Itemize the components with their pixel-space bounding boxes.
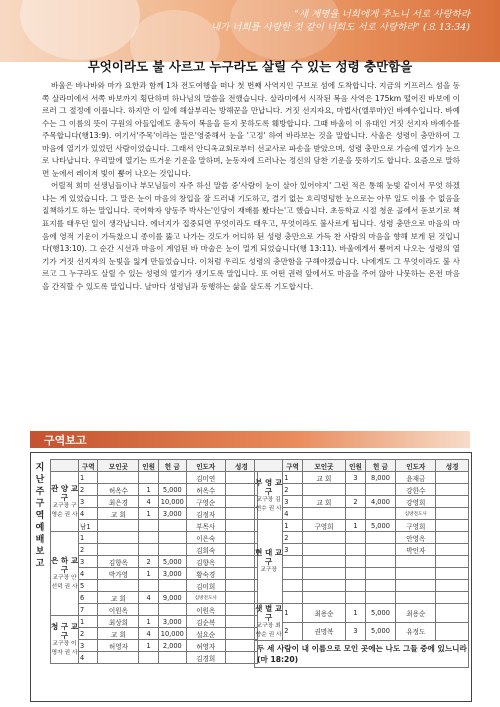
table-row: [255, 484, 469, 496]
table-row: [51, 544, 258, 556]
table-cell: [396, 568, 436, 580]
table-cell: [436, 508, 469, 520]
table-row: [255, 544, 469, 556]
district-leader: 교구장: [260, 567, 278, 573]
table-cell: [225, 484, 257, 496]
table-cell: 3: [283, 544, 303, 556]
table-cell: [436, 622, 469, 641]
table-cell: [225, 580, 257, 592]
table-cell: [365, 556, 395, 568]
header-cell: 인원: [139, 460, 158, 472]
table-cell: [225, 532, 257, 544]
header-banner: [0, 0, 500, 62]
table-cell: 4: [79, 652, 98, 664]
table-cell: [139, 472, 158, 484]
table-cell: [225, 628, 257, 640]
table-cell: [436, 556, 469, 568]
table-cell: [302, 532, 345, 544]
table-cell: [158, 532, 186, 544]
district-leader: 교구장 최향순 권 사: [255, 623, 282, 638]
paragraph: 어릴적 희미 선생님들이나 부모님들이 자주 하신 말씀 중'사람이 눈이 살아 있어야지' 그런 적은 통해 눈빛 같이서 무엇 하겠냐는 게 있었습니다. 그 말은 눈이 마음의 창입을 잘 드러내 기도하고, 결기 없는 흐리멍텅한 눈으로는 아무 일도 이룰 수 없음을 질책하기도 하는 말입니다. 국어학자 양동주 박사는'인당이 재배를 봤다는'고 했습니다. 초등학교 시절 청운 골에서 돋보기로 책 표지를 태우던 일이 생각납니다. 에너지가 집중되면 무엇이라도 태우고, 무엇이라도 불사르게 됩니다. 성령 충만으로 마음의 마음에 영적 기운이 가득찼으니 종이를 뚫고 나가는 것도가 어디하 된 성령 충만으로 가득 찬 사람의 마음을 향해 보게 된 것입니다(행13:10). 그 순간 시선과 마음이 계엄된 바 마술은 눈이 멀게 되었습니다(행 13:11). 바울에게서 뿜어져 나오는 성령의 열기가 거짓 선지자의 눈빛을 잃게 만들었습니다. 이처럼 우리도 성령의 충만함을 구해야겠습니다. 나에게도 그 무엇이라도 불 사르고 그 누구라도 살릴 수 있는 성령의 열기가 생기도록 말입니다. 또 어떤 권력 앞에서도 마음을 주어 않아 나뭇하는 온전 마음을 간직할 수 있도록 말입니다. 날마다 성령님과 동행하는 삶을 살도록 기도합시다.: [42, 181, 460, 291]
table-cell: 김향옥: [98, 556, 139, 568]
table-cell: 1: [79, 472, 98, 484]
region-char: 난: [35, 475, 45, 485]
table-row: [51, 520, 258, 532]
table-cell: [396, 592, 436, 604]
table-row: [51, 472, 258, 484]
table-cell: 6: [79, 592, 98, 604]
table-cell: 교 회: [302, 472, 345, 484]
table-cell: 2: [79, 484, 98, 496]
table-cell: 허옥수: [98, 484, 139, 496]
table-cell: [436, 568, 469, 580]
table-cell: 5,000: [158, 484, 186, 496]
table-row: [51, 592, 258, 604]
page-title: 무엇이라도 불 사르고 누구라도 살릴 수 있는 성령 충만함을: [87, 59, 413, 74]
left-report-table: [50, 459, 258, 664]
table-cell: 구영희: [302, 520, 345, 532]
right-report-table: [254, 459, 469, 668]
table-cell: [98, 520, 139, 532]
district-cell: [51, 532, 79, 616]
table-cell: 이은숙: [186, 532, 225, 544]
table-cell: 4: [79, 568, 98, 580]
table-cell: [158, 520, 186, 532]
district-name: 은 하 교 구: [51, 555, 78, 574]
table-cell: 윤재금: [396, 472, 436, 484]
table-cell: 3: [346, 622, 366, 641]
table-cell: [436, 544, 469, 556]
table-cell: [302, 580, 345, 592]
table-cell: [396, 556, 436, 568]
table-cell: 1: [283, 472, 303, 484]
table-cell: [365, 580, 395, 592]
table-cell: 이원옥: [98, 604, 139, 616]
table-cell: 구영희: [396, 520, 436, 532]
table-cell: [98, 652, 139, 664]
table-cell: [158, 604, 186, 616]
table-cell: 심방전도사: [186, 592, 225, 604]
table-row: [51, 604, 258, 616]
table-cell: [225, 592, 257, 604]
table-cell: [396, 580, 436, 592]
table-cell: 8,000: [365, 472, 395, 484]
table-cell: 구영순: [186, 496, 225, 508]
table-cell: 교 회: [98, 592, 139, 604]
table-row: [255, 532, 469, 544]
table-cell: 허영자: [186, 640, 225, 652]
district-leader: 교구장 안선덕 권 사: [51, 574, 78, 590]
table-cell: 교 회: [98, 508, 139, 520]
table-cell: [225, 604, 257, 616]
table-row: [255, 496, 469, 508]
table-cell: [365, 508, 395, 520]
table-cell: 2: [346, 496, 366, 508]
table-cell: [225, 652, 257, 664]
table-cell: [436, 496, 469, 508]
table-cell: 김희숙: [186, 544, 225, 556]
table-cell: [98, 532, 139, 544]
table-cell: 2: [283, 484, 303, 496]
table-cell: [139, 604, 158, 616]
table-cell: [225, 556, 257, 568]
district-cell: [51, 616, 79, 664]
header-cell: 성경: [225, 460, 257, 472]
table-cell: [436, 580, 469, 592]
paragraph: 바울은 바나바와 마가 요한과 함께 1차 전도여행을 떠나 첫 번째 사역지인 구브로 섬에 도착합니다. 지금의 키프러스 섬을 동쪽 살라미에서 서쪽 바보까지 횡단하며 하나님의 말씀을 전했습니다. 살라미에서 시작된 복음 사역은 175km 떨어진 바보에 이르러 그 절정에 이릅니다. 하지만 이 일에 해살부리는 방해꾼을 만납니다. 거짓 선지자요, 마법사(엘루마)인 바예수입니다. 바예수는 그 이름의 뜻이 구원의 아들입에도 총독이 복음을 듣지 못하도록 훼방합니다. 그때 바울이 이 유대인 거짓 선지자 바예수를 주목합니다(행13:9). 여기서'주목'이라는 말은'영중해서 눈을 '고정' 하여 바라보는 것을 말합니다. 사울은 성령이 충만하여 그 마음에 열기가 있었던 사람이었습니다. 그래서 안디옥교회로부터 선교사로 파송을 받았으며, 성령 충만으로 가슴에 열기가 눈으로 나타납니다. 우리말에 열기는 뜨거운 기운을 말하며, 눈동자에 드러나는 정신의 담찬 기운을 뜻하기도 합니다. 요즘으로 말하면 눈에서 레이저 빛이 뿜어 나오는 것입니다.: [42, 81, 460, 178]
district-leader: 교구장 이명자 권 사: [51, 640, 78, 656]
table-cell: [346, 508, 366, 520]
table-cell: 권명복: [302, 622, 345, 641]
table-cell: 교 회: [302, 496, 345, 508]
table-cell: 김순복: [186, 616, 225, 628]
table-cell: 7: [79, 604, 98, 616]
sermon-body: [42, 80, 460, 293]
table-cell: [346, 592, 366, 604]
table-cell: 박인자: [396, 544, 436, 556]
header-cell: [255, 460, 283, 472]
table-cell: [302, 592, 345, 604]
table-cell: [139, 544, 158, 556]
table-cell: [225, 508, 257, 520]
table-cell: [139, 652, 158, 664]
table-cell: [98, 472, 139, 484]
table-row: [255, 592, 469, 604]
table-cell: [98, 544, 139, 556]
table-cell: 3,000: [158, 508, 186, 520]
table-cell: [346, 568, 366, 580]
table-cell: [436, 604, 469, 623]
table-cell: 10,000: [158, 628, 186, 640]
table-cell: 4: [139, 628, 158, 640]
table-row: [255, 580, 469, 592]
table-cell: 3,000: [158, 616, 186, 628]
table-cell: 1: [139, 640, 158, 652]
table-row: [51, 532, 258, 544]
district-name: 관 양 교 구: [51, 483, 78, 502]
table-row: [255, 520, 469, 532]
table-cell: [158, 472, 186, 484]
district-cell: [255, 520, 283, 604]
district-cell: [255, 604, 283, 641]
table-row: [51, 616, 258, 628]
table-cell: [346, 580, 366, 592]
table-cell: 최상희: [98, 616, 139, 628]
table-cell: [436, 484, 469, 496]
table-row: [255, 508, 469, 520]
header-cell: 인원: [346, 460, 366, 472]
banner-verse-line: 내가 너희를 사랑한 것 같이 너희도 서로 사랑하라" (요 13:34): [210, 22, 470, 33]
table-cell: 부목사: [186, 520, 225, 532]
table-cell: [302, 556, 345, 568]
region-char: 배: [35, 535, 45, 545]
table-cell: [158, 544, 186, 556]
region-char: 보: [35, 547, 45, 557]
district-name: 부 영 교 구: [255, 477, 283, 496]
table-cell: [139, 580, 158, 592]
table-cell: 4,000: [365, 496, 395, 508]
banner-verse: [170, 8, 470, 34]
table-cell: 1: [139, 616, 158, 628]
header-cell: 헌 금: [158, 460, 186, 472]
table-row: [255, 568, 469, 580]
region-text: [33, 462, 47, 570]
table-cell: 5,000: [158, 556, 186, 568]
footer-row: [255, 641, 469, 668]
table-cell: 10,000: [158, 496, 186, 508]
table-row: [51, 652, 258, 664]
table-cell: 1: [283, 604, 303, 623]
table-cell: 2: [283, 532, 303, 544]
table-cell: 1: [346, 520, 366, 532]
table-cell: [346, 484, 366, 496]
table-cell: 5,000: [365, 520, 395, 532]
table-row: [255, 622, 469, 641]
footer-verse: 두 세 사람이 내 이름으로 모인 곳에는 나도 그들 중에 있느니라(마 18:20): [255, 641, 469, 668]
table-cell: [225, 616, 257, 628]
table-cell: [225, 496, 257, 508]
table-cell: 최용순: [302, 604, 345, 623]
table-cell: 1: [283, 520, 303, 532]
table-cell: 김미연: [186, 472, 225, 484]
district-name: 현 대 교 구: [255, 548, 283, 566]
table-cell: 4: [283, 508, 303, 520]
table-cell: 3: [283, 496, 303, 508]
table-cell: [283, 556, 303, 568]
table-cell: [365, 592, 395, 604]
region-char: 고: [35, 559, 45, 569]
table-cell: 1: [346, 604, 366, 623]
table-cell: 설요순: [186, 628, 225, 640]
table-cell: 3: [346, 472, 366, 484]
district-cell: [51, 472, 79, 532]
table-cell: [283, 592, 303, 604]
table-cell: [436, 532, 469, 544]
table-cell: 4: [139, 592, 158, 604]
table-cell: 5,000: [365, 604, 395, 623]
table-row: [51, 556, 258, 568]
table-row: [51, 496, 258, 508]
table-row: [51, 640, 258, 652]
table-cell: 3,000: [158, 568, 186, 580]
table-cell: 3: [79, 496, 98, 508]
region-char: 지: [35, 463, 45, 473]
table-cell: [302, 544, 345, 556]
table-cell: 4: [139, 496, 158, 508]
table-cell: [139, 532, 158, 544]
table-cell: 최용순: [396, 604, 436, 623]
table-cell: 이원옥: [186, 604, 225, 616]
table-cell: 남1: [79, 520, 98, 532]
table-cell: [283, 580, 303, 592]
banner-verse-line: "새 계명을 너희에게 주노니 서로 사랑하라: [294, 9, 470, 20]
table-cell: [365, 568, 395, 580]
header-cell: 헌 금: [365, 460, 395, 472]
district-leader: 교구장 김현수 권 사: [255, 496, 282, 512]
table-cell: [158, 580, 186, 592]
table-cell: 1: [139, 508, 158, 520]
table-cell: [225, 568, 257, 580]
header-cell: 구역: [283, 460, 303, 472]
table-cell: 강한수: [396, 484, 436, 496]
table-cell: 김정자: [186, 508, 225, 520]
table-cell: 2: [283, 622, 303, 641]
table-cell: [346, 556, 366, 568]
table-cell: 강영희: [396, 496, 436, 508]
table-cell: [225, 544, 257, 556]
table-cell: [139, 520, 158, 532]
table-header-row: [255, 460, 469, 472]
region-char: 역: [35, 511, 45, 521]
table-cell: 유정도: [396, 622, 436, 641]
table-cell: [346, 544, 366, 556]
table-cell: 2,000: [158, 640, 186, 652]
table-cell: 김경희: [186, 652, 225, 664]
table-row: [255, 604, 469, 623]
table-row: [51, 580, 258, 592]
table-cell: [283, 568, 303, 580]
district-cell: [255, 472, 283, 520]
table-row: [51, 508, 258, 520]
region-char: 구: [35, 499, 45, 509]
region-label: [33, 462, 47, 570]
table-cell: [225, 472, 257, 484]
table-cell: 허옥수: [186, 484, 225, 496]
table-cell: 최은경: [98, 496, 139, 508]
table-cell: [158, 652, 186, 664]
table-cell: [436, 520, 469, 532]
table-cell: [302, 508, 345, 520]
district-name: 샛 별 교 구: [255, 604, 283, 622]
header-cell: 인도자: [396, 460, 436, 472]
table-cell: 4: [79, 508, 98, 520]
header-cell: 모인곳: [98, 460, 139, 472]
table-cell: 1: [79, 532, 98, 544]
table-cell: 1: [79, 616, 98, 628]
section-title: 구역보고: [44, 434, 87, 447]
table-cell: 3: [79, 640, 98, 652]
header-cell: 인도자: [186, 460, 225, 472]
table-cell: 허영자: [98, 640, 139, 652]
table-cell: [436, 592, 469, 604]
table-cell: 2: [139, 556, 158, 568]
district-leader: 교구장 구영순 권 사: [51, 502, 78, 518]
region-char: 주: [35, 487, 45, 497]
table-header-row: [51, 460, 258, 472]
table-cell: 2: [79, 628, 98, 640]
district-name: 청 구 교 구: [51, 621, 78, 640]
header-cell: [51, 460, 79, 472]
table-cell: 박가영: [98, 568, 139, 580]
header-cell: 모인곳: [302, 460, 345, 472]
table-row: [51, 484, 258, 496]
table-cell: [436, 472, 469, 484]
table-cell: 5: [79, 580, 98, 592]
table-cell: 9,000: [158, 592, 186, 604]
table-cell: 황숙경: [186, 568, 225, 580]
header-cell: 성경: [436, 460, 469, 472]
table-cell: [365, 532, 395, 544]
banner-decoration: [20, 0, 140, 60]
table-cell: 1: [139, 484, 158, 496]
table-cell: [346, 532, 366, 544]
table-row: [255, 556, 469, 568]
table-row: [51, 628, 258, 640]
table-cell: [225, 520, 257, 532]
table-cell: [225, 640, 257, 652]
table-cell: 심방전도사: [396, 508, 436, 520]
table-cell: 3: [79, 556, 98, 568]
table-cell: 교 회: [98, 628, 139, 640]
section-header-bar: [30, 431, 470, 448]
header-cell: 구역: [79, 460, 98, 472]
table-cell: 안영옥: [396, 532, 436, 544]
region-char: 예: [35, 523, 45, 533]
table-cell: 2: [79, 544, 98, 556]
table-cell: 김향옥: [186, 556, 225, 568]
table-cell: [365, 484, 395, 496]
table-cell: 1: [139, 568, 158, 580]
table-cell: [365, 544, 395, 556]
table-cell: 5,000: [365, 622, 395, 641]
table-cell: [302, 568, 345, 580]
table-cell: [302, 484, 345, 496]
table-row: [255, 472, 469, 484]
table-row: [51, 568, 258, 580]
table-cell: 김미희: [186, 580, 225, 592]
table-cell: [98, 580, 139, 592]
